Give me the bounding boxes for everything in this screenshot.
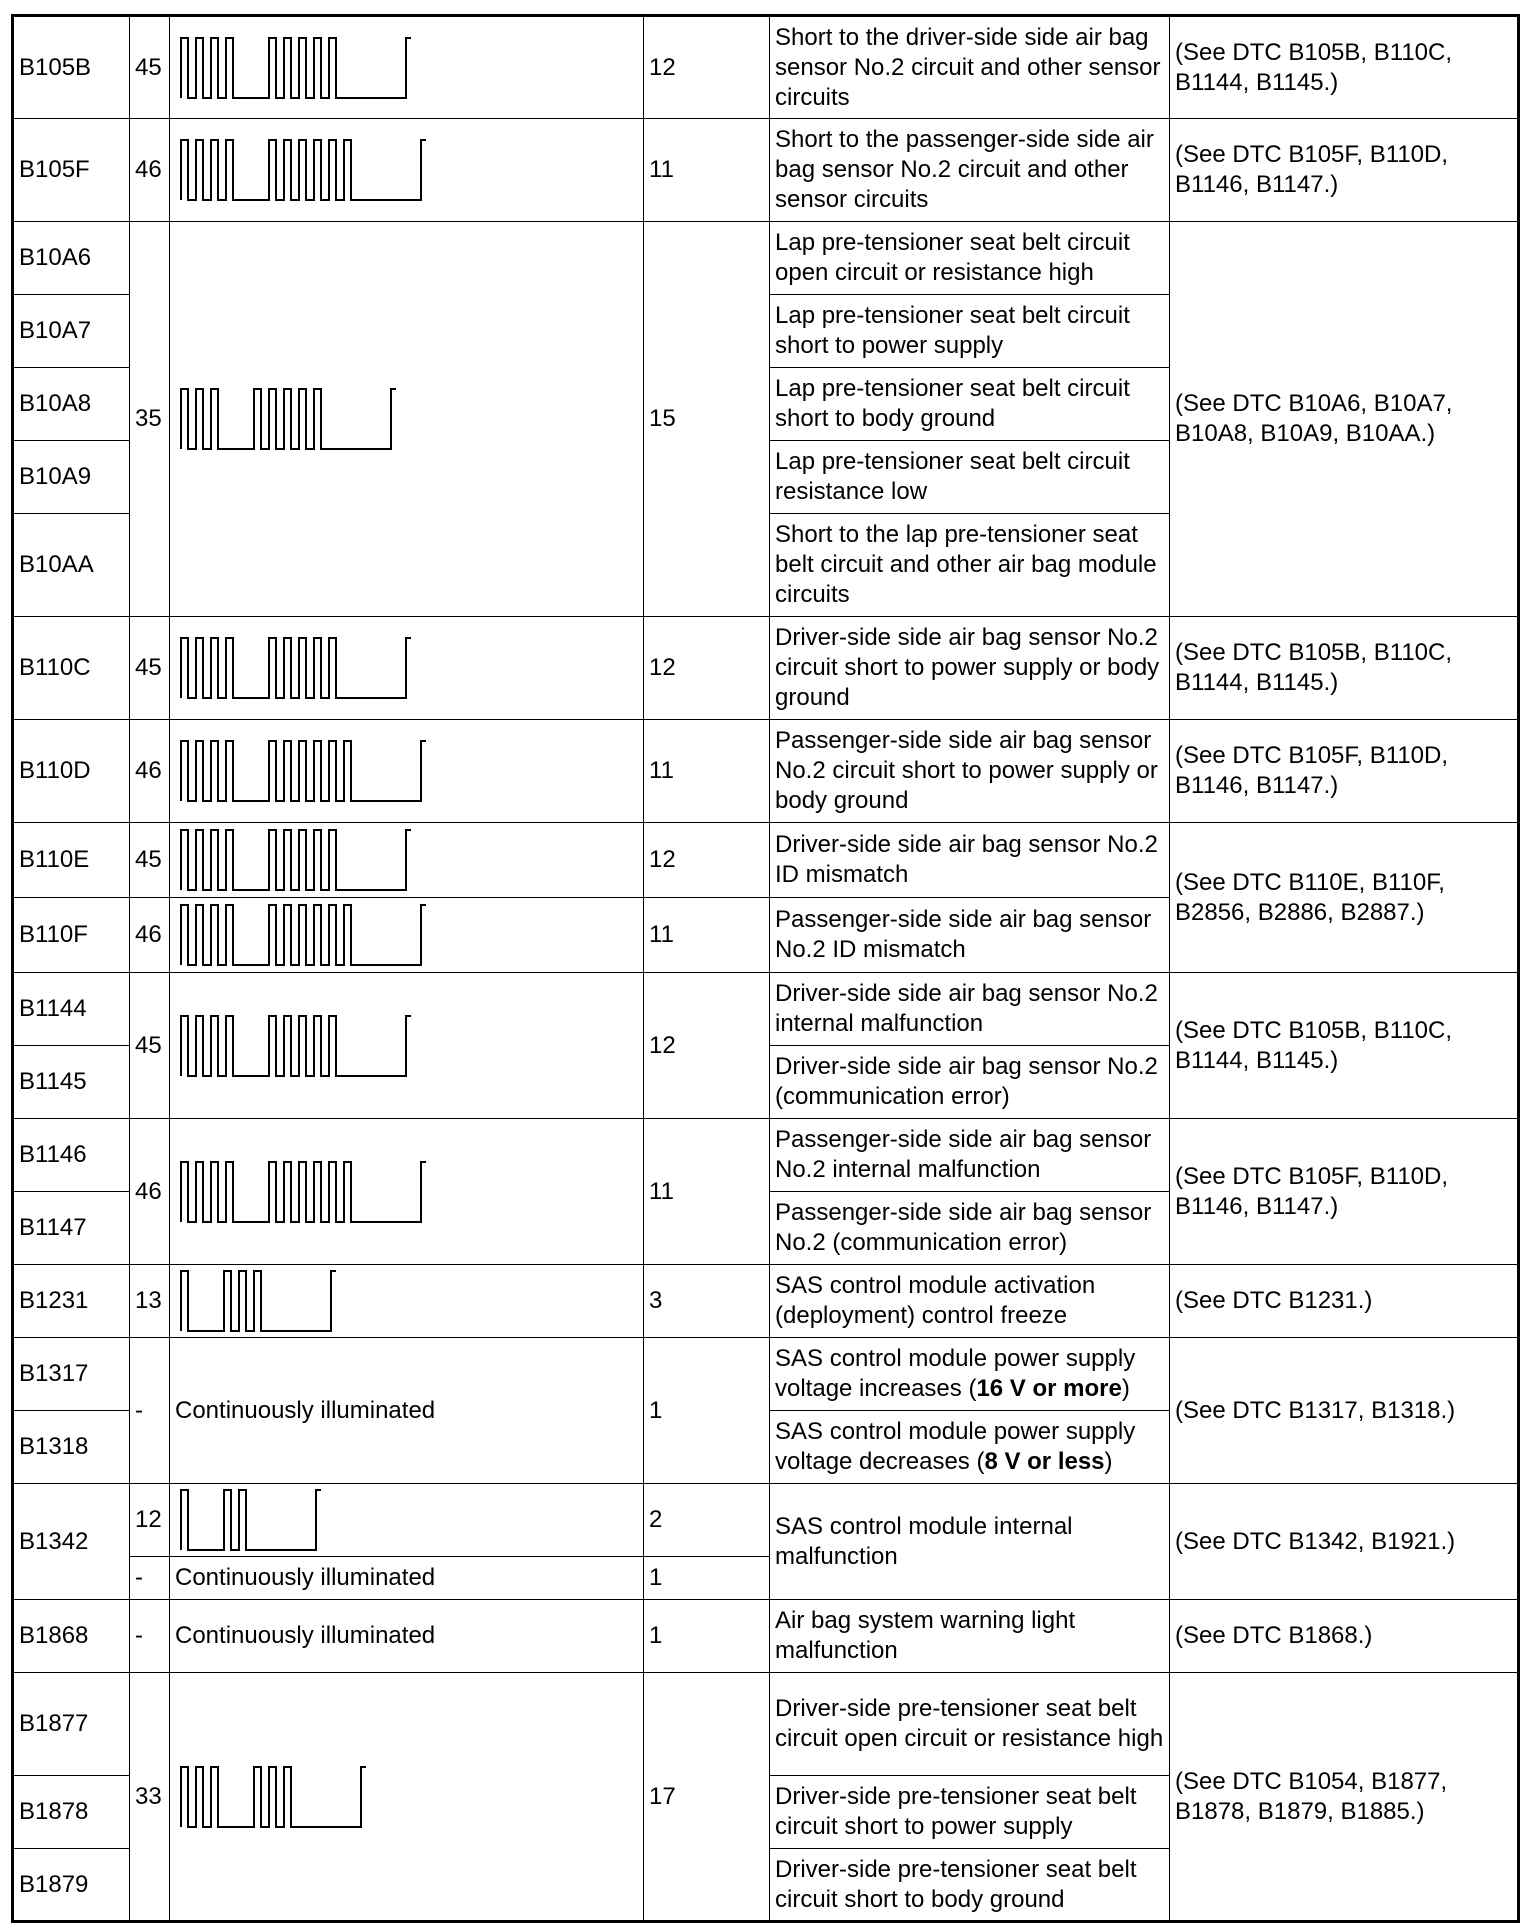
flash-count: 2 [644,1484,770,1557]
dtc-code: B1317 [13,1338,130,1411]
flash-count: 1 [644,1557,770,1600]
malfunction-description: Air bag system warning light malfunction [770,1600,1170,1673]
malfunction-description: Driver-side side air bag sensor No.2 internal malfunction [770,973,1170,1046]
flash-pattern-text: Continuously illuminated [170,1557,644,1600]
blink-count: - [130,1600,170,1673]
reference: (See DTC B1231.) [1170,1265,1519,1338]
dtc-code: B110E [13,823,130,898]
malfunction-description: Passenger-side side air bag sensor No.2 (communication error) [770,1192,1170,1265]
blink-count: 45 [130,973,170,1119]
description-text-end: ) [1104,1448,1113,1475]
malfunction-description: Passenger-side side air bag sensor No.2 ID mismatch [770,898,1170,973]
reference: (See DTC B110E, B110F, B2856, B2886, B2887.) [1170,823,1519,973]
flash-pattern-waveform [175,1159,535,1225]
dtc-code: B1145 [13,1046,130,1119]
blink-count: 46 [130,119,170,222]
waveform-path [181,140,426,200]
dtc-code: B105F [13,119,130,222]
flash-count: 1 [644,1338,770,1484]
blink-count: 35 [130,222,170,617]
waveform-path [181,389,396,449]
flash-count: 11 [644,720,770,823]
dtc-code: B110C [13,617,130,720]
malfunction-description: Short to the passenger-side side air bag sensor No.2 circuit and other sensor circuits [770,119,1170,222]
table-row [13,1673,1519,1776]
flash-pattern [170,973,644,1119]
table-row [13,973,1519,1046]
dtc-code: B10AA [13,514,130,617]
blink-count: 46 [130,720,170,823]
table-row [13,16,1519,119]
waveform-path [181,741,426,801]
malfunction-description: Short to the lap pre-tensioner seat belt circuit and other air bag module circuits [770,514,1170,617]
malfunction-description: SAS control module internal malfunction [770,1484,1170,1600]
description-text-end: ) [1121,1375,1130,1402]
table-row [13,1338,1519,1411]
table-row [13,617,1519,720]
blink-count: 33 [130,1673,170,1922]
malfunction-description: Passenger-side side air bag sensor No.2 internal malfunction [770,1119,1170,1192]
flash-count: 15 [644,222,770,617]
dtc-code: B105B [13,16,130,119]
waveform-path [181,830,411,890]
flash-pattern [170,1265,644,1338]
flash-count: 12 [644,823,770,898]
dtc-code: B1879 [13,1849,130,1922]
table-row [13,1600,1519,1673]
malfunction-description: Driver-side pre-tensioner seat belt circuit open circuit or resistance high [770,1673,1170,1776]
flash-pattern-waveform [175,902,535,968]
reference: (See DTC B105F, B110D, B1146, B1147.) [1170,1119,1519,1265]
reference: (See DTC B1317, B1318.) [1170,1338,1519,1484]
flash-pattern [170,823,644,898]
malfunction-description [770,1338,1170,1411]
malfunction-description: SAS control module activation (deployment) control freeze [770,1265,1170,1338]
blink-count: 12 [130,1484,170,1557]
dtc-code: B1144 [13,973,130,1046]
flash-pattern [170,720,644,823]
dtc-code: B1868 [13,1600,130,1673]
malfunction-description: Driver-side pre-tensioner seat belt circuit short to power supply [770,1776,1170,1849]
waveform-path [181,1490,321,1550]
reference: (See DTC B1868.) [1170,1600,1519,1673]
flash-count: 17 [644,1673,770,1922]
flash-pattern [170,1119,644,1265]
flash-count: 12 [644,973,770,1119]
table-row [13,823,1519,898]
reference: (See DTC B10A6, B10A7, B10A8, B10A9, B10AA.) [1170,222,1519,617]
malfunction-description: Lap pre-tensioner seat belt circuit open circuit or resistance high [770,222,1170,295]
table-row [13,1119,1519,1192]
blink-count: 45 [130,16,170,119]
flash-pattern-waveform [175,1013,535,1079]
table-row [13,119,1519,222]
flash-pattern [170,1673,644,1922]
dtc-code: B10A8 [13,368,130,441]
dtc-code: B1878 [13,1776,130,1849]
reference: (See DTC B1054, B1877, B1878, B1879, B1885.) [1170,1673,1519,1922]
malfunction-description: Lap pre-tensioner seat belt circuit short to body ground [770,368,1170,441]
dtc-code: B1147 [13,1192,130,1265]
malfunction-description: Driver-side side air bag sensor No.2 (communication error) [770,1046,1170,1119]
description-text: SAS control module power supply voltage increases ( [775,1345,1136,1402]
flash-pattern-waveform [175,738,535,804]
reference: (See DTC B105B, B110C, B1144, B1145.) [1170,617,1519,720]
dtc-code: B110F [13,898,130,973]
malfunction-description: Short to the driver-side side air bag sensor No.2 circuit and other sensor circuits [770,16,1170,119]
waveform-path [181,1162,426,1222]
flash-pattern [170,16,644,119]
flash-pattern [170,617,644,720]
dtc-code: B10A7 [13,295,130,368]
blink-count: 46 [130,898,170,973]
dtc-code: B1342 [13,1484,130,1600]
dtc-code: B1318 [13,1411,130,1484]
dtc-code: B1231 [13,1265,130,1338]
waveform-path [181,1271,336,1331]
voltage-threshold: 16 V or more [976,1375,1122,1402]
flash-pattern-waveform [175,1764,535,1830]
dtc-code: B110D [13,720,130,823]
flash-pattern [170,119,644,222]
flash-count: 1 [644,1600,770,1673]
reference: (See DTC B105F, B110D, B1146, B1147.) [1170,720,1519,823]
voltage-threshold: 8 V or less [984,1448,1105,1475]
flash-pattern-waveform [175,827,535,893]
reference: (See DTC B105B, B110C, B1144, B1145.) [1170,973,1519,1119]
flash-count: 11 [644,119,770,222]
reference: (See DTC B105B, B110C, B1144, B1145.) [1170,16,1519,119]
malfunction-description: Driver-side side air bag sensor No.2 circuit short to power supply or body ground [770,617,1170,720]
dtc-table [11,14,1520,1923]
table-row [13,1265,1519,1338]
flash-pattern-waveform [175,1268,535,1334]
malfunction-description [770,1411,1170,1484]
table-row [13,720,1519,823]
flash-pattern [170,898,644,973]
flash-count: 11 [644,898,770,973]
dtc-code: B1877 [13,1673,130,1776]
flash-pattern-waveform [175,35,535,101]
flash-pattern-waveform [175,137,535,203]
malfunction-description: Passenger-side side air bag sensor No.2 circuit short to power supply or body ground [770,720,1170,823]
blink-count: 46 [130,1119,170,1265]
flash-pattern [170,1484,644,1557]
table-row [13,1484,1519,1557]
blink-count: 45 [130,617,170,720]
reference: (See DTC B1342, B1921.) [1170,1484,1519,1600]
table-row [13,222,1519,295]
blink-count: 45 [130,823,170,898]
flash-count: 3 [644,1265,770,1338]
malfunction-description: Driver-side side air bag sensor No.2 ID mismatch [770,823,1170,898]
malfunction-description: Lap pre-tensioner seat belt circuit resistance low [770,441,1170,514]
waveform-path [181,1767,366,1827]
flash-pattern [170,222,644,617]
flash-pattern-text: Continuously illuminated [170,1600,644,1673]
flash-pattern-waveform [175,635,535,701]
flash-pattern-waveform [175,386,535,452]
reference: (See DTC B105F, B110D, B1146, B1147.) [1170,119,1519,222]
waveform-path [181,638,411,698]
blink-count: 13 [130,1265,170,1338]
waveform-path [181,38,411,98]
description-text: SAS control module power supply voltage decreases ( [775,1418,1136,1475]
blink-count: - [130,1338,170,1484]
dtc-code: B10A6 [13,222,130,295]
dtc-code: B10A9 [13,441,130,514]
malfunction-description: Driver-side pre-tensioner seat belt circuit short to body ground [770,1849,1170,1922]
waveform-path [181,1016,411,1076]
flash-pattern-waveform [175,1487,535,1553]
blink-count: - [130,1557,170,1600]
flash-count: 12 [644,16,770,119]
malfunction-description: Lap pre-tensioner seat belt circuit short to power supply [770,295,1170,368]
dtc-code: B1146 [13,1119,130,1192]
flash-count: 12 [644,617,770,720]
flash-count: 11 [644,1119,770,1265]
flash-pattern-text: Continuously illuminated [170,1338,644,1484]
waveform-path [181,905,426,965]
